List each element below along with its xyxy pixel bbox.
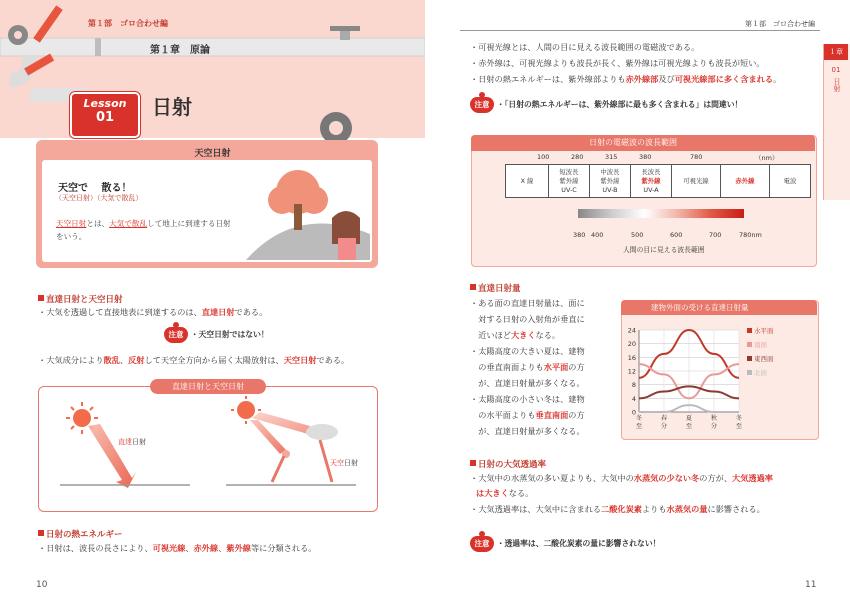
spectrum-cell-line: UV-B [602, 185, 618, 194]
label-sky-post: 日射 [344, 459, 358, 467]
sec1-b2-post: である。 [316, 355, 350, 365]
sec2-b1-post: 等に分類される。 [250, 543, 317, 553]
sec3-line [470, 327, 620, 343]
spectrum-cell-line: 短波長 [559, 167, 579, 176]
color-bar [578, 209, 744, 218]
tick-380: 380 [639, 153, 652, 161]
btick-700: 700 [709, 231, 722, 239]
x-tick-label: 分 [710, 423, 718, 430]
sec1-b2-em1: 散乱 [103, 355, 120, 365]
chart-title: 建物外面の受ける直達日射量 [651, 303, 749, 312]
spectrum-cell [631, 165, 672, 198]
sec3-line-em: 水平面 [543, 362, 569, 372]
y-tick-label: 0 [631, 408, 636, 417]
note1-text: ・「日射の熱エネルギーは、紫外線部に最も多く含まれる」は間違い！ [496, 100, 743, 109]
y-tick-label: 16 [627, 353, 636, 362]
sky-desc-post: して地上に到達する日射をいう。 [56, 219, 231, 241]
spectrum-cell-line: UV-C [561, 185, 577, 194]
sec4-b1-em1: 水蒸気の少ない冬 [633, 473, 700, 483]
sec4-bullet1-line2 [476, 486, 533, 500]
btick-500: 500 [631, 231, 644, 239]
x-tick-label: 春 [660, 415, 668, 422]
sec3-square-icon [470, 284, 476, 290]
sec3-line-em: 大きく [510, 330, 536, 340]
label-sky-pre: 天空 [330, 459, 344, 467]
sec3-line [470, 359, 620, 375]
y-tick-label: 8 [631, 381, 636, 390]
x-tick-label: 夏 [685, 415, 693, 422]
sec2-b1-sep1: 、 [185, 543, 194, 553]
sec3-title [470, 282, 521, 294]
sec2-b1-pre: ・日射は、波長の長さにより、 [38, 543, 153, 553]
sec3-line-text: が、直達日射量が多くなる。 [470, 426, 585, 436]
sky-desc-term2: 大気で散乱 [109, 219, 148, 228]
top-bullet-1: ・可視光線とは、人間の目に見える波長範囲の電磁波である。 [470, 42, 700, 52]
spectrum-cell [672, 165, 721, 198]
sec3-line-text: の垂直南面よりも [470, 362, 544, 372]
sec3-line-text: なる。 [535, 330, 561, 340]
btick-600: 600 [670, 231, 683, 239]
sec1-title-text: 直達日射と天空日射 [46, 295, 123, 305]
chapter-title: 第１章 原論 [150, 45, 210, 56]
b3-em1: 赤外線部 [625, 74, 659, 84]
sec2-title-text: 日射の熱エネルギー [46, 530, 123, 540]
lesson-title: 日射 [152, 95, 192, 119]
sky-desc-mid: とは、 [86, 219, 110, 228]
spectrum-unit: （nm） [755, 154, 779, 162]
sec4-square-icon [470, 460, 476, 466]
sec2-b1-em1: 可視光線 [152, 543, 186, 553]
spectrum-cell [506, 165, 549, 198]
b3-em2: 可視光線部 [674, 74, 716, 84]
x-tick-label: 至 [735, 423, 743, 430]
legend-label: 東西面 [754, 355, 774, 363]
sec3-line [470, 311, 620, 327]
sec2-b1-em3: 紫外線 [226, 543, 251, 553]
legend-swatch [747, 342, 752, 347]
spectrum-cell [590, 165, 631, 198]
figure-title: 直達日射と天空日射 [150, 379, 266, 394]
sec1-b2-em2: 反射 [128, 355, 145, 365]
sec3-line-em: 垂直南面 [535, 410, 569, 420]
top-bullet-3 [470, 72, 781, 86]
label-direct [118, 437, 146, 447]
running-header: 第１部 ゴロ合わせ編 [745, 20, 815, 28]
sec4-b2-mid: よりも [641, 504, 667, 514]
x-tick-label: 冬 [735, 415, 743, 422]
sec2-square-icon [38, 530, 44, 536]
btick-780: 780nm [739, 231, 762, 239]
side-tab-head [824, 44, 848, 60]
tree-illustration [246, 164, 370, 260]
caution-icon: 注意 [164, 327, 188, 343]
b3-post: 。 [773, 74, 782, 84]
y-tick-label: 12 [627, 367, 636, 376]
spectrum-table [505, 164, 811, 198]
top-bullet-2: ・赤外線は、可視光線よりも波長が長く、紫外線は可視光線よりも波長が短い。 [470, 58, 765, 68]
sec3-line [470, 423, 620, 439]
sec2-b1-sep2: 、 [218, 543, 227, 553]
x-tick-label: 分 [660, 423, 668, 430]
spectrum-cell-line: 紫外線 [559, 176, 579, 185]
sec1-b2-sep: 、 [119, 355, 129, 365]
caution-icon: 注意 [470, 536, 494, 552]
radiation-diagram [40, 396, 374, 506]
tick-780: 780 [690, 153, 703, 161]
label-direct-pre: 直達 [118, 438, 132, 446]
sec3-line-text: の方 [568, 410, 585, 420]
spectrum-cell-line: 紫外線 [600, 176, 620, 185]
label-direct-post: 日射 [132, 438, 146, 446]
sec4-b2-em1: 二酸化炭素 [601, 504, 642, 514]
sec1-b1-post: である。 [234, 307, 268, 317]
b3-em3: に多く含まれる [715, 74, 774, 84]
sec3-line-text: が、直達日射量が多くなる。 [470, 378, 585, 388]
label-sky [330, 458, 358, 468]
chapter-side-tab [823, 44, 850, 200]
legend-swatch [747, 356, 752, 361]
sky-box-title: 天空日射 [194, 149, 231, 159]
y-tick-label: 20 [627, 340, 636, 349]
caution-icon: 注意 [470, 97, 494, 113]
mnemonic-note: （天空日射）（大気で散乱） [55, 194, 143, 202]
sec4-b2-pre: ・大気透過率は、大気中に含まれる [470, 504, 602, 514]
sec2-b1-em2: 赤外線 [193, 543, 219, 553]
sky-desc [56, 217, 234, 243]
sec3-line-text: 対する日射の入射角が垂直に [470, 314, 585, 324]
sec3-line-text: の水平面よりも [470, 410, 536, 420]
spectrum-cell-line: 中波長 [600, 167, 620, 176]
spectrum-cell-line: 長波長 [641, 167, 661, 176]
left-page-number: 10 [36, 580, 48, 590]
sec3-line-text: ・太陽高度の小さい冬は、建物 [470, 394, 585, 404]
spectrum-cell-line: 紫外線 [641, 176, 661, 185]
sec4-b1-l2-post: なる。 [508, 488, 534, 498]
sec1-bullet2 [38, 353, 349, 367]
tick-315: 315 [605, 153, 618, 161]
x-tick-label: 秋 [710, 415, 718, 422]
note1 [470, 97, 742, 113]
lesson-number: 01 [95, 110, 115, 125]
sec4-title [470, 458, 546, 470]
sec3-title-text: 直達日射量 [478, 284, 521, 294]
spectrum-caption: 人間の目に見える波長範囲 [623, 246, 705, 254]
right-page [425, 0, 850, 602]
lesson-word: Lesson [83, 97, 127, 110]
spectrum-cell [770, 165, 811, 198]
lesson-badge [70, 92, 140, 138]
spectrum-cell-line: UV-A [643, 185, 659, 194]
sec2-bullet1 [38, 541, 316, 555]
sec2-title [38, 528, 123, 540]
spectrum-title: 日射の電磁波の波長範囲 [589, 138, 677, 147]
sec1-b2-em3: 天空日射 [283, 355, 317, 365]
sec4-b1-pre: ・大気中の水蒸気の多い夏よりも、大気中の [470, 473, 634, 483]
right-page-number: 11 [805, 580, 817, 590]
side-tab-chapter: １章 [829, 48, 843, 56]
mnemonic: 天空で 散る！ [58, 183, 132, 194]
sky-desc-term: 天空日射 [56, 219, 87, 228]
legend-label: 南面 [754, 341, 767, 349]
spectrum-cell-line: 電波 [783, 176, 797, 185]
header-rule [460, 30, 820, 31]
sec4-bullet1 [470, 471, 773, 485]
solar-chart [621, 316, 817, 438]
tick-280: 280 [571, 153, 584, 161]
sec3-line-text: ・ある面の直達日射量は、面に [470, 298, 585, 308]
sec1-b2-pre: ・大気成分により [38, 355, 104, 365]
sec1-bullet1 [38, 305, 267, 319]
sec4-bullet2 [470, 502, 765, 516]
part-label: 第１部 ゴロ合わせ編 [88, 19, 168, 28]
sec4-title-text: 日射の大気透過率 [478, 460, 547, 470]
sec3-line-text: ・太陽高度の大きい夏は、建物 [470, 346, 585, 356]
legend-label: 水平面 [754, 327, 774, 335]
legend-swatch [747, 370, 752, 375]
sec1-title [38, 293, 123, 305]
x-tick-label: 至 [685, 423, 693, 430]
sec1-note-text: ・天空日射ではない！ [190, 330, 269, 339]
legend-label: 北面 [754, 369, 767, 377]
sec1-square-icon [38, 295, 44, 301]
note2-text: ・透過率は、二酸化炭素の量に影響されない！ [496, 539, 661, 548]
btick-380: 380 [573, 231, 586, 239]
note2 [470, 536, 660, 552]
sec3-line [470, 375, 620, 391]
spectrum-cell [721, 165, 770, 198]
sec3-line-text: の方 [568, 362, 585, 372]
sec4-b1-l2-em: は大きく [476, 488, 509, 498]
sec3-line [470, 407, 620, 423]
spectrum-cell-line: 赤外線 [735, 176, 755, 185]
sec1-b1-em: 直達日射 [201, 307, 235, 317]
side-tab-num: 01 [831, 66, 841, 74]
legend-swatch [747, 328, 752, 333]
b3-pre: ・日射の熱エネルギーは、紫外線部よりも [470, 74, 626, 84]
sec4-b1-mid: の方が、 [699, 473, 733, 483]
sec3-line [470, 343, 620, 359]
sec3-line [470, 295, 620, 311]
pipes-illustration [0, 0, 425, 150]
x-tick-label: 冬 [635, 415, 643, 422]
sec3-line [470, 391, 620, 407]
side-tab-title: 日射 [833, 78, 841, 92]
spectrum-cell-line: 可視光線 [683, 176, 709, 185]
sec4-b1-em2: 大気透過率 [732, 473, 773, 483]
sec1-note [164, 327, 269, 343]
sec4-b2-post: に影響される。 [707, 504, 765, 514]
sec4-b2-em2: 水蒸気の量 [666, 504, 708, 514]
sec3-lines [470, 295, 620, 439]
btick-400: 400 [591, 231, 604, 239]
spectrum-cell-line: X 線 [520, 176, 534, 185]
b3-mid: 及び [658, 74, 675, 84]
sec1-b1-pre: ・大気を透過して直接地表に到達するのは、 [38, 307, 202, 317]
y-tick-label: 4 [631, 394, 636, 403]
y-tick-label: 24 [627, 326, 636, 335]
tick-100: 100 [537, 153, 550, 161]
spectrum-cell [549, 165, 590, 198]
sec3-line-text: 近いほど [470, 330, 511, 340]
sec1-b2-mid: して天空全方向から届く太陽放射は、 [144, 355, 284, 365]
x-tick-label: 至 [635, 423, 643, 430]
